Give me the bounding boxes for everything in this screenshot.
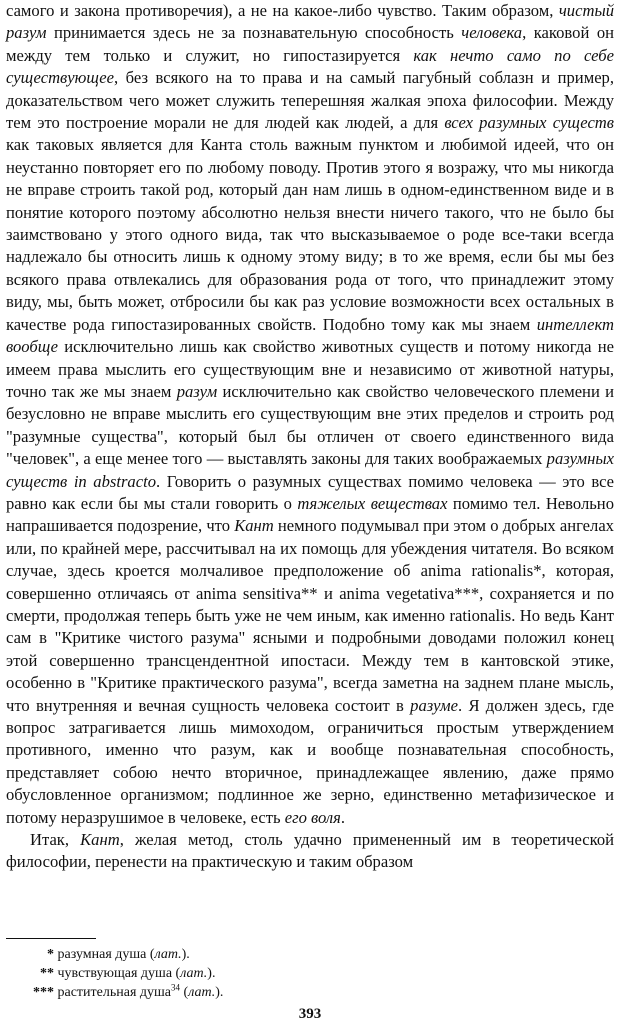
italic-text: всех разумных существ [444,113,614,133]
footnote-reference: 34 [171,982,181,993]
text-run: Итак, [30,830,81,850]
text-run: . Я должен здесь, где вопрос затрагивается лишь мимоходом, ограничиться простым утверждением противного, именно что разум, как и вообще познавательная способность, представляет собою нечто вторичное, принадлежащее явлению, даже прямо обусловленное организмом; подлинное же зерно, единственно метафизическое и потому неразрушимое в человеке, есть [6,695,614,827]
italic-text: разум [176,381,218,401]
italic-text: разуме [410,695,459,715]
italic-text: его воля [284,807,341,827]
italic-text: интеллект вообще [6,314,614,357]
page-number: 393 [298,1006,322,1022]
main-text [6,0,614,874]
footnote-language: лат. [180,966,208,981]
footnote [32,945,223,964]
footnote-text: ). [215,985,224,1000]
text-run: . [340,807,345,827]
footnote-text: растительная душа [57,985,172,1000]
footnote-text: чувствующая душа ( [57,966,181,981]
text-run: , каковой он между тем только и служит, но гипостазируется [6,23,614,65]
text-run: немного подумывал при этом о добрых ангелах или, по крайней мере, рассчитывал на их помощь для убеждения читателя. Во всяком случае, здесь кроется молчаливое предположение об anima rationalis*, которая, совершенно отличаясь от anima sensitiva** и anima vegetativa***, сохраняется и по смерти, продолжая теперь быть уже не чем иным, как именно rationalis. Но ведь Кант сам в "Критике чистого разума" ясными и подробными доводами положил конец этой совершенно трансцендентной ипостаси. Между тем в кантовской этике, особенно в "Критике практического разума", всегда заметна на заднем плане мысль, что внутренняя и вечная сущность человека состоит в [6,516,614,715]
footnote-text: разумная душа ( [57,947,155,962]
italic-text: человека [461,23,523,43]
text-run: помимо тел. Невольно напрашивается подозрение, что [6,493,614,536]
footnote-text: ). [181,947,190,962]
footnote [32,983,223,1002]
italic-text: Кант [234,516,274,536]
italic-text: чистый разум [6,1,614,43]
italic-text: тяжелых веществах [297,493,448,513]
text-run: как таковых является для Канта столь важным пунктом и любимой идеей, что он неустанно повторяет его по любому поводу. Против этого я возражу, что мы никогда не вправе строить такой род, который дан нам лишь в одном-единственном виде и в понятие которого поэтому абсолютно нельзя внести ничего такого, что не было бы заимствовано у этого одного вида, так что высказываемое о роде все-таки всегда надлежало бы относить лишь к одному этому виду; в то же время, если бы мы без всякого права отвлекались для образования рода от того, что принадлежит этому виду, мы, быть может, отбросили бы как раз условие возможности всех остальных в качестве рода гипостазированных свойств. Подобно тому как мы знаем [6,135,614,334]
italic-text: как нечто само по себе существующее [6,45,614,88]
text-run: , без всякого на то права и на самый пагубный соблазн и пример, доказательством чего может служить теперешняя жалкая эпоха философии. Между тем это построение морали не для людей как людей, а для [6,68,614,133]
italic-text: Кант [80,830,120,850]
paragraph [6,0,614,829]
footnote [32,964,223,983]
footnotes [32,945,223,1002]
text-run: исключительно лишь как свойство животных существ и потому никогда не имеем права мыслить его существующим вне и независимо от животной натуры, точно так же мы знаем [6,337,614,401]
paragraph [6,829,614,874]
footnote-marker: ** [40,966,54,981]
text-run: самого и закона противоречия), а не на какое-либо чувство. Таким образом, [6,1,559,20]
footnote-marker: *** [33,985,54,1000]
italic-text: разумных существ in abstracto [6,449,614,491]
footnote-text: ( [180,985,189,1000]
footnote-language: лат. [188,985,216,1000]
footnote-language: лат. [154,947,182,962]
footnote-text: ). [207,966,216,981]
text-run: . Говорить о разумных существах помимо человека — это все равно как если бы мы стали говорить о [6,471,615,513]
text-run: принимается здесь не за познавательную способность [46,23,462,43]
footnote-marker: * [47,947,54,962]
footnote-divider [6,938,96,939]
text-run: исключительно как свойство человеческого племени и безусловно не вправе мыслить его существующим вне этих пределов и строить род "разумные существа", который был бы отличен от своего единственного вида "человек", а еще менее того — выставлять законы для таких воображаемых [6,381,614,469]
text-run: , желая метод, столь удачно примененный им в теоретической философии, перенести на практическую и таким образом [6,830,614,872]
